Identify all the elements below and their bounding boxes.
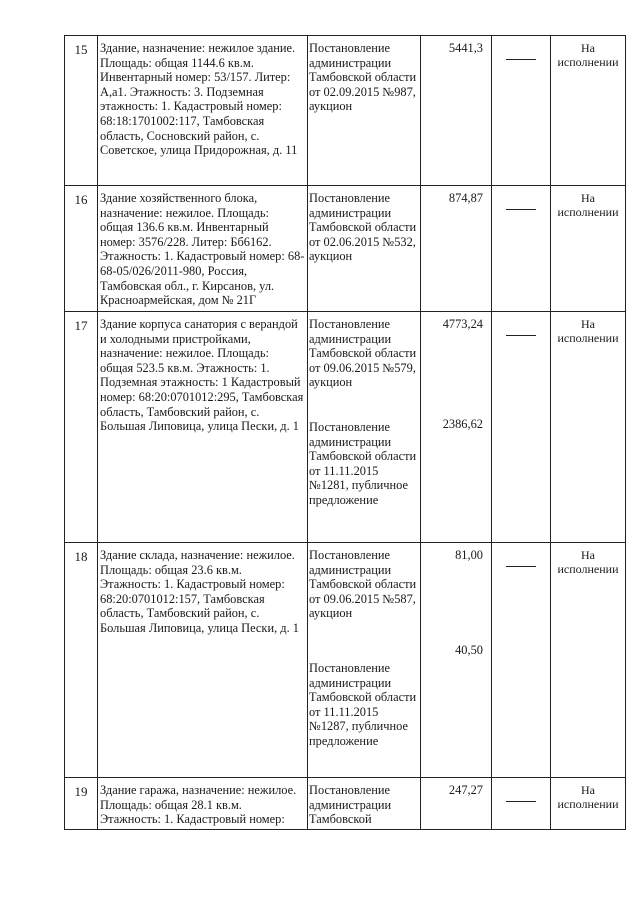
row-number: 19 [65,778,98,830]
object-description: Здание склада, назначение: нежилое. Площадь: общая 23.6 кв.м. Этажность: 1. Кадастровый номер: 68:20:0701012:157, Тамбовская область, Тамбовский район, с. Большая Липовица, улица Пески, д. 1 [98,543,308,778]
object-description: Здание, назначение: нежилое здание. Площадь: общая 1144.6 кв.м. Инвентарный номер: 53/157. Литер: А,а1. Этажность: 3. Подземная этажность: 1. Кадастровый номер: 68:18:1701002:117, Тамбовская область, Сосновский район, с. Советское, улица Придорожная, д. 11 [98,36,308,186]
dash-cell [492,312,551,543]
price-value: 874,87 [448,191,483,205]
decree-cell [308,186,421,312]
dash-mark [506,335,536,336]
object-description: Здание хозяйственного блока, назначение: нежилое. Площадь: общая 136.6 кв.м. Инвентарный номер: 3576/228. Литер: Бб6162. Этажность: 1. Кадастровый номер: 68-68-05/026/2011-980, Россия, Тамбовская обл., г. Кирсанов, ул. Красноармейская, дом № 21Г [98,186,308,312]
dash-mark [506,566,536,567]
row-number: 17 [65,312,98,543]
status-text: На исполнении [551,36,626,186]
row-number: 18 [65,543,98,778]
table-row [65,543,626,778]
price-cell [421,543,492,778]
decree-text: Постановление администрации Тамбовской области от 02.06.2015 №532, аукцион [309,191,417,264]
decree-text: Постановление администрации Тамбовской области от 09.06.2015 №587, аукцион [309,548,417,621]
price-value: 4773,24 [442,317,483,331]
object-description: Здание гаража, назначение: нежилое. Площадь: общая 28.1 кв.м. Этажность: 1. Кадастровый номер: [98,778,308,830]
dash-mark [506,59,536,60]
row-number: 15 [65,36,98,186]
decree-text: Постановление администрации Тамбовской области от 09.06.2015 №579, аукцион [309,317,417,390]
table-row [65,186,626,312]
price-value: 81,00 [455,548,483,562]
price-value: 5441,3 [448,41,483,55]
table-row [65,312,626,543]
property-table [64,35,626,830]
decree-text: Постановление администрации Тамбовской [309,783,392,827]
decree-cell [308,312,421,543]
decree-text: Постановление администрации Тамбовской области от 11.11.2015 №1287, публичное предложение [309,660,417,748]
status-text: На исполнении [551,312,626,543]
status-text: На исполнении [551,186,626,312]
dash-cell [492,543,551,778]
price-value: 40,50 [455,643,483,657]
price-cell [421,312,492,543]
status-text: На исполнении [551,778,626,830]
decree-cell [308,543,421,778]
dash-cell [492,36,551,186]
decree-text: Постановление администрации Тамбовской области от 11.11.2015 №1281, публичное предложение [309,419,417,507]
dash-mark [506,801,536,802]
row-number: 16 [65,186,98,312]
dash-cell [492,186,551,312]
table-row [65,778,626,830]
price-value: 2386,62 [442,417,483,431]
dash-cell [492,778,551,830]
status-text: На исполнении [551,543,626,778]
object-description: Здание корпуса санатория с верандой и холодными пристройками, назначение: нежилое. Площадь: общая 523.5 кв.м. Этажность: 1. Подземная этажность: 1 Кадастровый номер: 68:20:0701012:295, Тамбовская область, Тамбовский район, с. Большая Липовица, улица Пески, д. 1 [98,312,308,543]
table-row [65,36,626,186]
decree-text: Постановление администрации Тамбовской области от 02.09.2015 №987, аукцион [309,41,417,114]
price-cell [421,778,492,830]
dash-mark [506,209,536,210]
decree-cell [308,778,421,830]
price-cell [421,36,492,186]
decree-cell [308,36,421,186]
price-cell [421,186,492,312]
price-value: 247,27 [448,783,483,797]
